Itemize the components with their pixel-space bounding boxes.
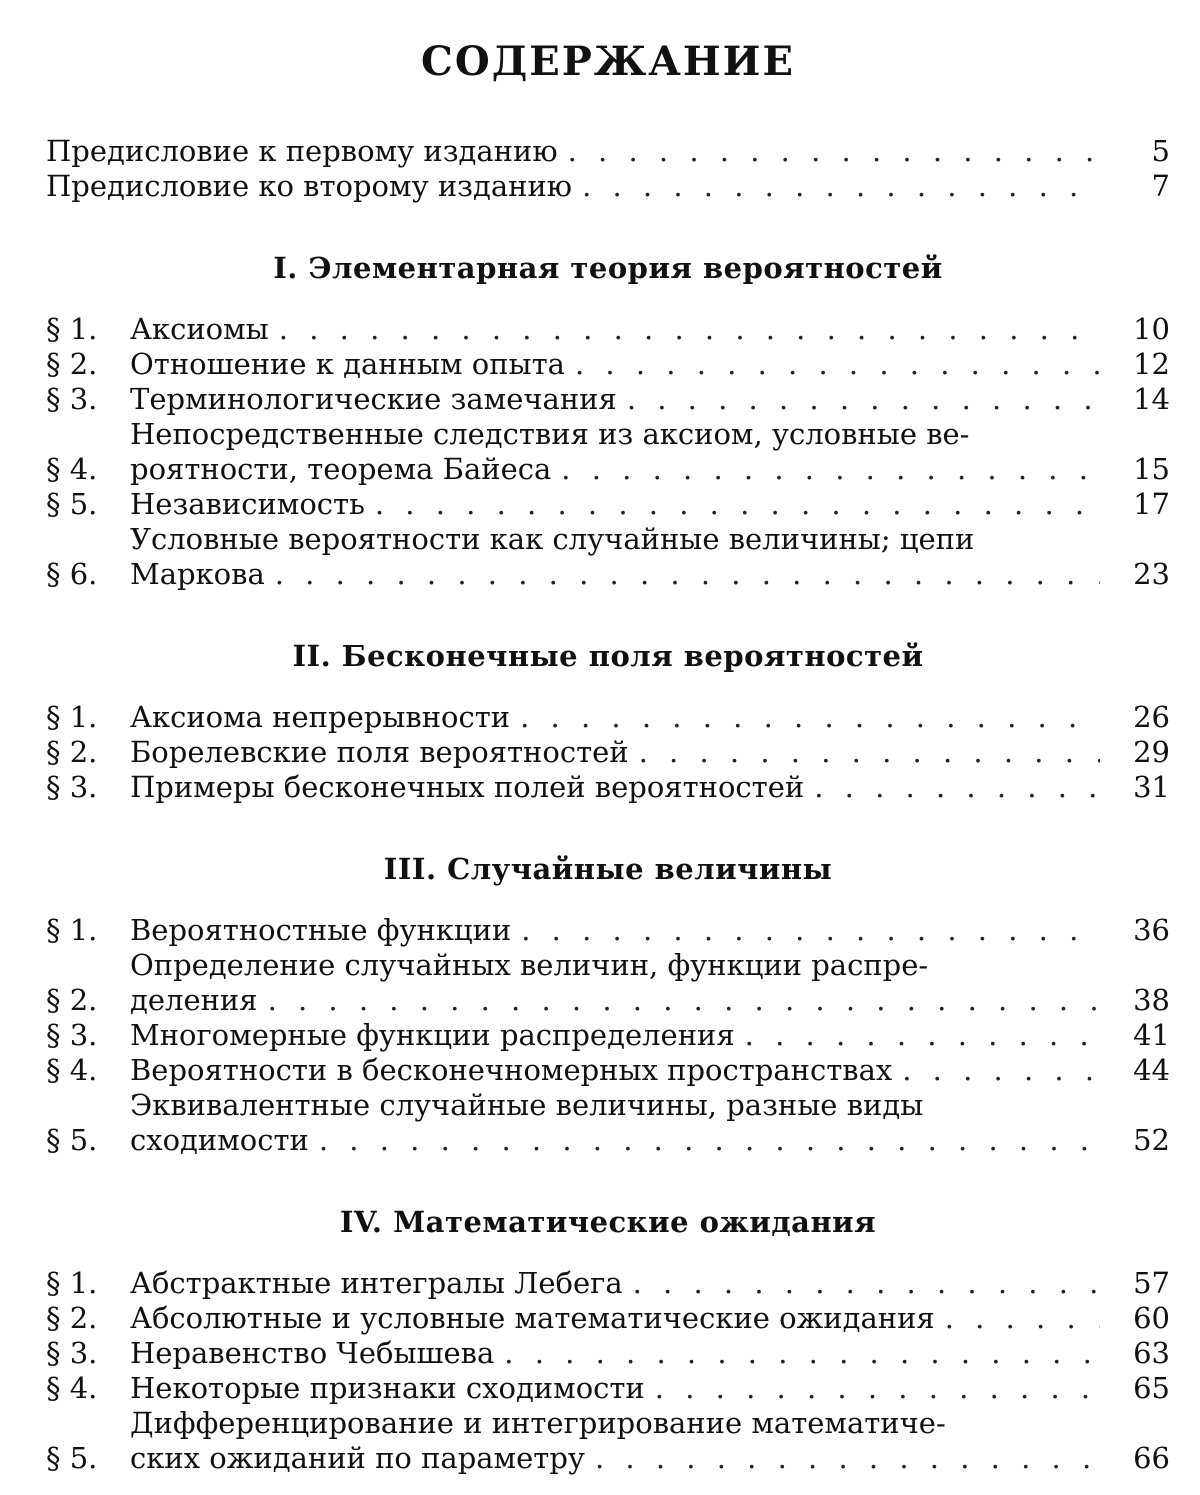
toc-entry[interactable]	[46, 1336, 1170, 1371]
toc-entry[interactable]	[46, 700, 1170, 735]
page-number: 66	[1133, 1441, 1170, 1475]
section-number: § 5.	[46, 1123, 98, 1157]
toc-entry[interactable]	[46, 735, 1170, 770]
toc-entry[interactable]	[46, 417, 1170, 487]
toc-entry[interactable]	[46, 1406, 1170, 1476]
dot-leader	[814, 770, 1100, 805]
toc-entry[interactable]	[46, 1371, 1170, 1406]
entry-text: Предисловие к первому изданию	[46, 134, 558, 168]
section-number: § 1.	[46, 700, 98, 734]
section-number: § 1.	[46, 312, 98, 346]
page-number: 57	[1133, 1266, 1170, 1300]
dot-leader	[945, 1301, 1100, 1336]
section-number: § 6.	[46, 557, 98, 591]
entry-text: Отношение к данным опыта	[130, 347, 565, 381]
dot-leader	[655, 1371, 1100, 1406]
dot-leader	[279, 312, 1100, 347]
section-number: § 3.	[46, 770, 98, 804]
dot-leader	[504, 1336, 1100, 1371]
entry-text: Независимость	[130, 487, 365, 521]
entry-text: Непосредственные следствия из аксиом, условные ве-	[130, 417, 970, 451]
dot-leader	[275, 557, 1100, 592]
entry-text: ских ожиданий по параметру	[130, 1441, 585, 1475]
entry-text: Эквивалентные случайные величины, разные виды	[130, 1088, 924, 1122]
toc-entry[interactable]	[46, 1266, 1170, 1301]
chapter-heading: III. Случайные величины	[383, 852, 833, 886]
chapter-block	[46, 849, 1170, 1158]
toc-entry[interactable]	[46, 382, 1170, 417]
page-number: 65	[1133, 1371, 1170, 1405]
entry-text: Дифференцирование и интегрирование математиче-	[130, 1406, 946, 1440]
page-number: 5	[1151, 134, 1170, 168]
page-number: 12	[1133, 347, 1170, 381]
chapter-heading: IV. Математические ожидания	[339, 1205, 877, 1239]
page-number: 36	[1133, 913, 1170, 947]
toc-entry[interactable]	[46, 1301, 1170, 1336]
page-number: 60	[1133, 1301, 1170, 1335]
page-number: 29	[1133, 735, 1170, 769]
dot-leader	[639, 735, 1100, 770]
entry-text: Аксиомы	[130, 312, 269, 346]
dot-leader	[595, 1441, 1100, 1476]
entry-text: Предисловие ко второму изданию	[46, 169, 573, 203]
dot-leader	[633, 1266, 1100, 1301]
entry-text: Некоторые признаки сходимости	[130, 1371, 645, 1405]
entry-text: Терминологические замечания	[130, 382, 617, 416]
entry-text: Условные вероятности как случайные величины; цепи	[130, 522, 975, 556]
page-number: 14	[1133, 382, 1170, 416]
toc-title: СОДЕРЖАНИЕ	[421, 38, 795, 85]
entry-text: Определение случайных величин, функции распре-	[130, 948, 929, 982]
page-number: 10	[1133, 312, 1170, 346]
entry-text: Вероятностные функции	[130, 913, 512, 947]
entry-text: Неравенство Чебышева	[130, 1336, 495, 1370]
dot-leader	[268, 983, 1100, 1018]
entry-text: Абстрактные интегралы Лебега	[130, 1266, 623, 1300]
page-number: 23	[1133, 557, 1170, 591]
section-number: § 5.	[46, 487, 98, 521]
toc-entry[interactable]	[46, 487, 1170, 522]
dot-leader	[375, 487, 1100, 522]
entry-text: Аксиома непрерывности	[130, 700, 511, 734]
entry-text: Маркова	[130, 557, 265, 591]
toc-entry[interactable]	[46, 1053, 1170, 1088]
section-number: § 3.	[46, 1336, 98, 1370]
section-number: § 1.	[46, 1266, 98, 1300]
page-number: 41	[1133, 1018, 1170, 1052]
page-number: 44	[1133, 1053, 1170, 1087]
page-number: 31	[1133, 770, 1170, 804]
page-number: 38	[1133, 983, 1170, 1017]
dot-leader	[575, 347, 1100, 382]
entry-text: роятности, теорема Байеса	[130, 452, 552, 486]
page-number: 7	[1151, 169, 1170, 203]
toc-entry-preface-1[interactable]	[46, 134, 1170, 169]
toc-entry[interactable]	[46, 522, 1170, 592]
section-number: § 3.	[46, 1018, 98, 1052]
toc-entry[interactable]	[46, 913, 1170, 948]
page-number: 15	[1133, 452, 1170, 486]
dot-leader	[582, 169, 1100, 204]
entry-text: деления	[130, 983, 258, 1017]
chapter-block	[46, 636, 1170, 805]
preface-list	[46, 134, 1170, 204]
dot-leader	[627, 382, 1100, 417]
toc-entry[interactable]	[46, 1018, 1170, 1053]
entry-text: Примеры бесконечных полей вероятностей	[130, 770, 805, 804]
section-number: § 4.	[46, 1371, 98, 1405]
dot-leader	[520, 700, 1100, 735]
chapter-list	[46, 248, 1170, 1476]
toc-entry[interactable]	[46, 770, 1170, 805]
toc-entry-preface-2[interactable]	[46, 169, 1170, 204]
dot-leader	[561, 452, 1100, 487]
dot-leader	[521, 913, 1100, 948]
chapter-block	[46, 1202, 1170, 1476]
section-number: § 2.	[46, 347, 98, 381]
page-number: 26	[1133, 700, 1170, 734]
section-number: § 2.	[46, 983, 98, 1017]
chapter-block	[46, 248, 1170, 592]
section-number: § 5.	[46, 1441, 98, 1475]
chapter-heading: I. Элементарная теория вероятностей	[273, 251, 943, 285]
section-number: § 2.	[46, 735, 98, 769]
section-number: § 1.	[46, 913, 98, 947]
section-number: § 4.	[46, 1053, 98, 1087]
dot-leader	[745, 1018, 1100, 1053]
toc-entry[interactable]	[46, 1088, 1170, 1158]
section-number: § 4.	[46, 452, 98, 486]
page-number: 63	[1133, 1336, 1170, 1370]
section-number: § 2.	[46, 1301, 98, 1335]
toc-entry[interactable]	[46, 347, 1170, 382]
page-number: 52	[1133, 1123, 1170, 1157]
page-number: 17	[1133, 487, 1170, 521]
toc-entry[interactable]	[46, 312, 1170, 347]
entry-text: Вероятности в бесконечномерных пространствах	[130, 1053, 893, 1087]
section-number: § 3.	[46, 382, 98, 416]
dot-leader	[902, 1053, 1100, 1088]
entry-text: Борелевские поля вероятностей	[130, 735, 629, 769]
dot-leader	[319, 1123, 1100, 1158]
entry-text: Абсолютные и условные математические ожидания	[130, 1301, 935, 1335]
entry-text: сходимости	[130, 1123, 309, 1157]
toc-entry[interactable]	[46, 948, 1170, 1018]
entry-text: Многомерные функции распределения	[130, 1018, 735, 1052]
chapter-heading: II. Бесконечные поля вероятностей	[292, 639, 924, 673]
dot-leader	[568, 134, 1100, 169]
